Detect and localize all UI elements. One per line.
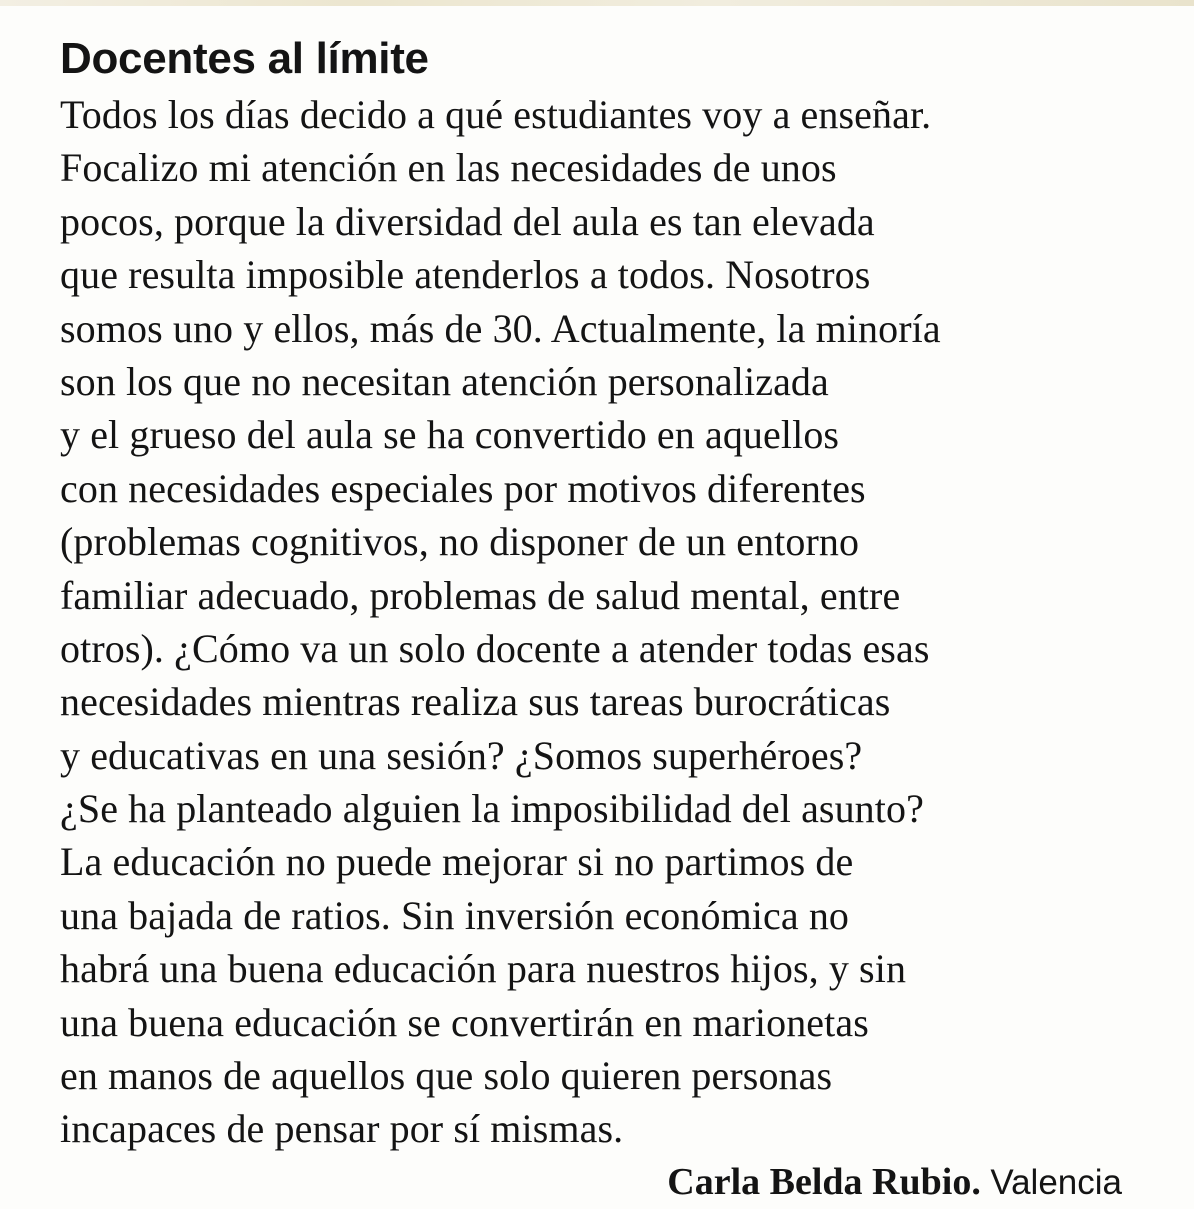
- body-line: necesidades mientras realiza sus tareas burocráticas: [60, 679, 891, 725]
- letter-signature: [60, 1156, 1122, 1209]
- letter-body: [60, 88, 1140, 1156]
- body-line: Focalizo mi atención en las necesidades de unos: [60, 145, 837, 191]
- letter-article: [60, 30, 1140, 1209]
- body-line: y el grueso del aula se ha convertido en aquellos: [60, 412, 840, 458]
- body-line: ¿Se ha planteado alguien la imposibilidad del asunto?: [60, 786, 924, 832]
- body-line: que resulta imposible atenderlos a todos. Nosotros: [60, 252, 871, 298]
- body-line: incapaces de pensar por sí mismas.: [60, 1106, 624, 1152]
- body-line: una bajada de ratios. Sin inversión económica no: [60, 892, 850, 938]
- body-line: con necesidades especiales por motivos diferentes: [60, 465, 866, 511]
- body-line: otros). ¿Cómo va un solo docente a atender todas esas: [60, 625, 930, 671]
- body-line: una buena educación se convertirán en marionetas: [60, 999, 869, 1045]
- author-city: Valencia: [990, 1162, 1122, 1202]
- letter-headline: Docentes al límite: [60, 34, 429, 83]
- body-line: pocos, porque la diversidad del aula es tan elevada: [60, 198, 875, 244]
- body-line: Todos los días decido a qué estudiantes voy a enseñar.: [60, 92, 932, 137]
- body-line: en manos de aquellos que solo quieren personas: [60, 1053, 833, 1099]
- body-line: (problemas cognitivos, no disponer de un entorno: [60, 519, 860, 565]
- body-line: son los que no necesitan atención personalizada: [60, 358, 829, 404]
- body-line: somos uno y ellos, más de 30. Actualmente, la minoría: [60, 305, 941, 351]
- body-line: La educación no puede mejorar si no partimos de: [60, 839, 854, 885]
- top-edge-strip: [0, 0, 1194, 6]
- body-line: y educativas en una sesión? ¿Somos superhéroes?: [60, 732, 863, 778]
- body-line: habrá una buena educación para nuestros hijos, y sin: [60, 946, 907, 992]
- body-line: familiar adecuado, problemas de salud mental, entre: [60, 572, 901, 618]
- author-name: Carla Belda Rubio.: [667, 1160, 981, 1203]
